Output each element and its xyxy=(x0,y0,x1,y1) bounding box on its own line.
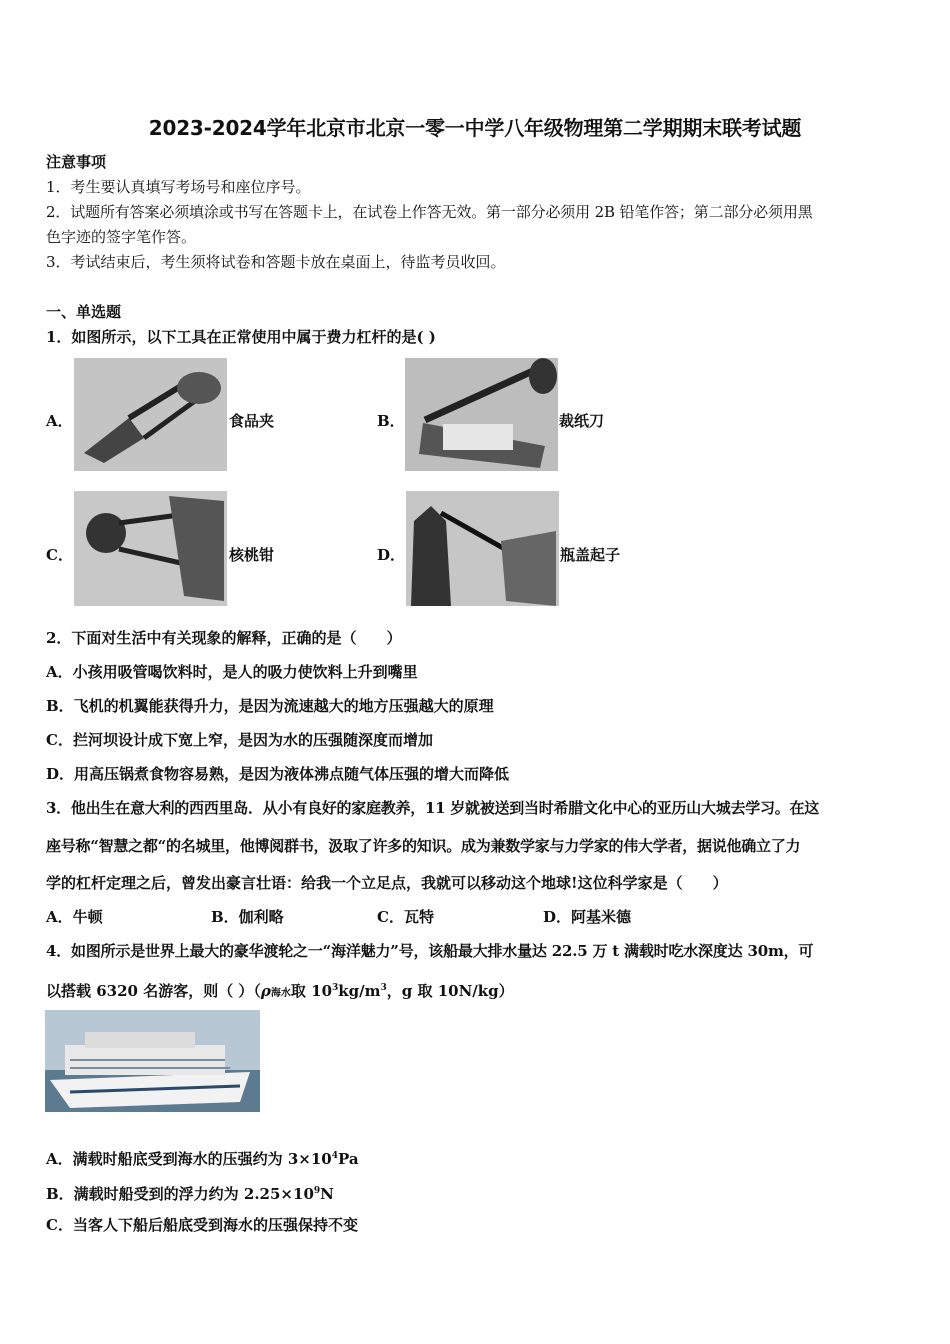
q1-option-label: 瓶盖起子 xyxy=(560,546,621,564)
q1-option-letter: B． xyxy=(377,412,405,430)
q1-stem: 1．如图所示，以下工具在正常使用中属于费力杠杆的是( ) xyxy=(46,328,436,346)
q3-option: C．瓦特 xyxy=(377,908,434,926)
q2-option: B．飞机的机翼能获得升力，是因为流速越大的地方压强越大的原理 xyxy=(46,697,494,715)
q3-option: A．牛顿 xyxy=(46,908,103,926)
q3-stem-line-1: 3．他出生在意大利的西西里岛．从小有良好的家庭教养，11 岁就被送到当时希腊文化中心的亚历山大城去学习。在这 xyxy=(46,799,820,817)
q4-option-c: C．当客人下船后船底受到海水的压强保持不变 xyxy=(46,1216,358,1234)
q3-stem-line-3: 学的杠杆定理之后，曾发出豪言壮语：给我一个立足点，我就可以移动这个地球!这位科学家是（ ） xyxy=(46,874,728,892)
q3-option: B．伽利略 xyxy=(211,908,284,926)
paper-cutter-image xyxy=(405,358,558,471)
q1-option-label: 核桃钳 xyxy=(229,546,275,564)
q2-stem: 2．下面对生活中有关现象的解释，正确的是（ ） xyxy=(46,629,402,647)
notice-item-1: 1．考生要认真填写考场号和座位序号。 xyxy=(46,178,311,196)
q3-stem-line-2: 座号称“智慧之都“的名城里，他博阅群书，汲取了许多的知识。成为兼数学家与力学家的伟大学者，据说他确立了力 xyxy=(46,837,801,855)
q1-option-letter: C． xyxy=(46,546,73,564)
page-title: 2023-2024学年北京市北京一零一中学八年级物理第二学期期末联考试题 xyxy=(148,116,802,140)
section-heading: 一、单选题 xyxy=(46,303,122,321)
bottle-opener-image xyxy=(406,491,559,606)
q4-stem-line-1: 4．如图所示是世界上最大的豪华渡轮之一“海洋魅力”号，该船最大排水量达 22.5 万 t 满载时吃水深度达 30m，可 xyxy=(46,942,814,960)
nutcracker-image xyxy=(74,491,227,606)
q1-option-letter: A． xyxy=(46,412,73,430)
q4-option-a: A．满载时船底受到海水的压强约为 $3\times 10^4Pa$ xyxy=(46,1150,359,1168)
notice-item-3: 3．考试结束后，考生须将试卷和答题卡放在桌面上，待监考员收回。 xyxy=(46,253,506,271)
notice-item-2-line-2: 色字迹的签字笔作答。 xyxy=(46,228,197,246)
q1-option-label: 裁纸刀 xyxy=(559,412,605,430)
q2-option: C．拦河坝设计成下宽上窄，是因为水的压强随深度而增加 xyxy=(46,731,433,749)
q2-option: A．小孩用吸管喝饮料时，是人的吸力使饮料上升到嘴里 xyxy=(46,663,418,681)
q1-option-label: 食品夹 xyxy=(229,412,275,430)
notice-item-2-line-1: 2．试题所有答案必须填涂或书写在答题卡上，在试卷上作答无效。第一部分必须用 2B 铅笔作答；第二部分必须用黑 xyxy=(46,203,813,221)
food-tongs-image xyxy=(74,358,227,471)
q1-option-letter: D． xyxy=(377,546,406,564)
q3-option: D．阿基米德 xyxy=(543,908,632,926)
cruise-ship-image xyxy=(45,1010,260,1112)
q4-stem-line-2: 以搭载 6320 名游客，则（ ）（ρ海水取 $10^3kg/m^3$，g 取 10N/kg） xyxy=(46,982,514,1000)
notice-heading: 注意事项 xyxy=(46,153,107,171)
q2-option: D．用高压锅煮食物容易熟，是因为液体沸点随气体压强的增大而降低 xyxy=(46,765,510,783)
q4-option-b: B．满载时船受到的浮力约为 $2.25\times 10^9N$ xyxy=(46,1185,334,1203)
